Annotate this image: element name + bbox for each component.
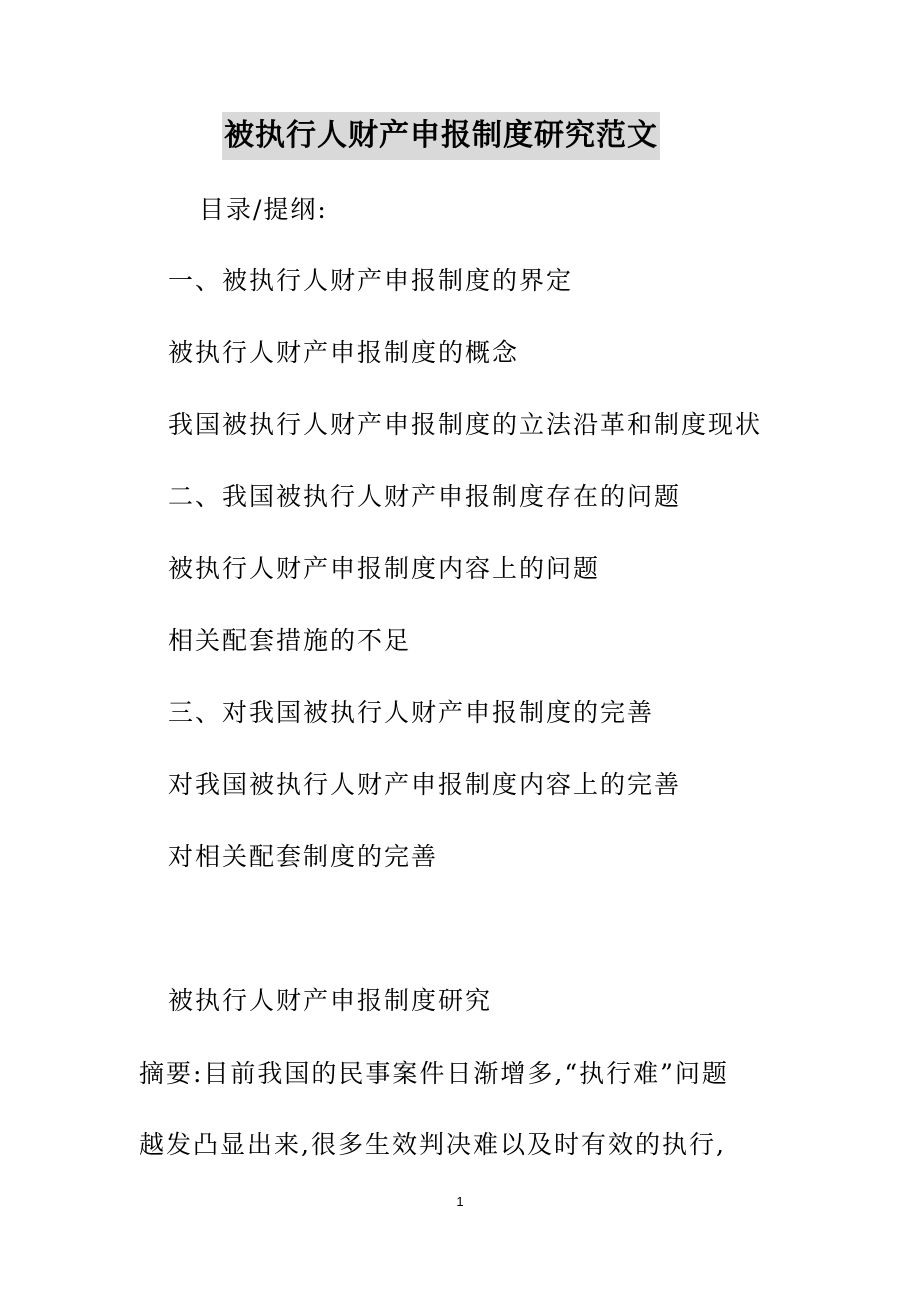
- toc-item: 一、被执行人财产申报制度的界定: [168, 266, 574, 295]
- abstract-line: 摘要:目前我国的民事案件日渐增多,“执行难”问题: [139, 1059, 729, 1088]
- page-number: 1: [456, 1194, 464, 1209]
- toc-item: 被执行人财产申报制度内容上的问题: [168, 554, 601, 583]
- section-heading: 被执行人财产申报制度研究: [168, 986, 493, 1015]
- toc-item: 二、我国被执行人财产申报制度存在的问题: [168, 482, 682, 511]
- toc-item: 对相关配套制度的完善: [168, 842, 439, 871]
- toc-item: 我国被执行人财产申报制度的立法沿革和制度现状: [168, 410, 763, 439]
- toc-item: 三、对我国被执行人财产申报制度的完善: [168, 698, 655, 727]
- abstract-line: 越发凸显出来,很多生效判决难以及时有效的执行,: [139, 1130, 726, 1159]
- toc-item: 相关配套措施的不足: [168, 626, 412, 655]
- document-title: 被执行人财产申报制度研究范文: [222, 112, 660, 160]
- toc-item: 对我国被执行人财产申报制度内容上的完善: [168, 770, 682, 799]
- toc-item: 被执行人财产申报制度的概念: [168, 338, 520, 367]
- toc-label: 目录/提纲:: [199, 195, 328, 224]
